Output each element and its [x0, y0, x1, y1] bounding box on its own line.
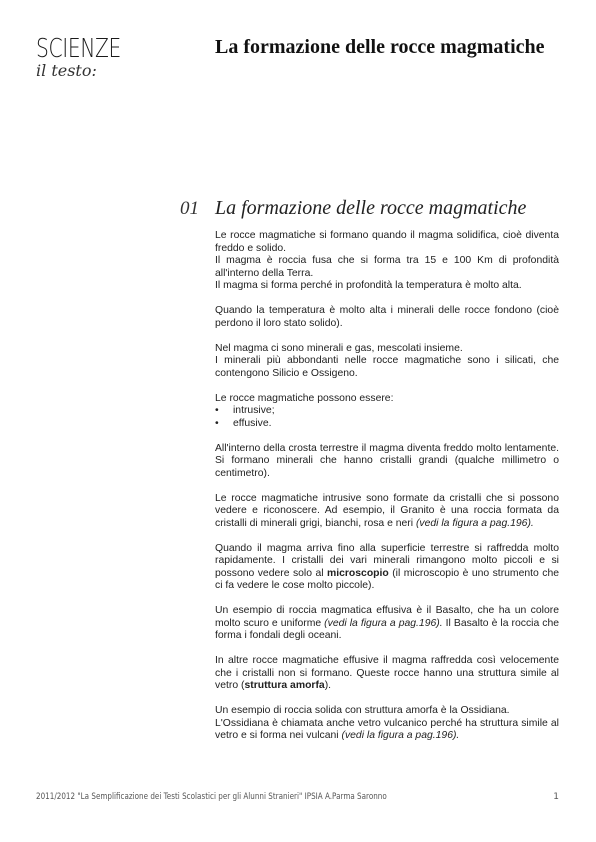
- text-line: Il magma è roccia fusa che si forma tra 15 e 100 Km di profondità all'interno della Terra.: [215, 255, 559, 279]
- list-item-text: intrusive;: [233, 405, 275, 416]
- body-text: [215, 230, 559, 743]
- footer-text: 2011/2012 "La Semplificazione dei Testi Scolastici per gli Alunni Stranieri" IPSIA A.Parma Saronno: [36, 792, 387, 802]
- text-line: Il magma si forma perché in profondità la temperatura è molto alta.: [215, 280, 522, 291]
- list-item: [215, 418, 559, 431]
- bold-term: struttura amorfa: [244, 680, 325, 691]
- paragraph: [215, 543, 559, 593]
- subject-label: SCIENZE: [36, 34, 121, 64]
- list-intro: Le rocce magmatiche possono essere:: [215, 392, 394, 404]
- list-item-text: effusive.: [233, 417, 272, 429]
- figure-reference: (vedi la figura a pag.196).: [415, 517, 534, 529]
- paragraph-text: ).: [324, 680, 332, 691]
- paragraph: All'interno della crosta terrestre il magma diventa freddo molto lentamente. Si formano minerali che hanno cristalli grandi (qualche millimetro o centimetro).: [215, 442, 559, 479]
- paragraph: [215, 493, 559, 531]
- text-line: Nel magma ci sono minerali e gas, mescolati insieme.: [215, 342, 463, 354]
- list-item: [215, 405, 559, 418]
- paragraph: [215, 230, 559, 293]
- footer: [36, 792, 559, 802]
- section-title: La formazione delle rocce magmatiche: [215, 197, 527, 219]
- bullet-list: [215, 405, 559, 430]
- bullet-icon: •: [215, 405, 219, 416]
- bullet-icon: •: [215, 417, 219, 429]
- text-line: Un esempio di roccia solida con struttura amorfa è la Ossidiana.: [215, 705, 510, 716]
- paragraph-text: L'Ossidiana è chiamata anche vetro vulcanico perché ha struttura simile al vetro e si forma nei vulcani: [215, 717, 559, 741]
- bold-term: microscopio: [326, 567, 389, 579]
- paragraph-text: Il Basalto è la roccia che forma i fondali degli oceani.: [215, 617, 560, 641]
- text-line: Le rocce magmatiche si formano quando il magma solidifica, cioè diventa freddo e solido.: [215, 230, 559, 254]
- page-number: 1: [553, 792, 559, 802]
- paragraph: Quando la temperatura è molto alta i minerali delle rocce fondono (cioè perdono il loro stato solido).: [215, 305, 559, 329]
- figure-reference: (vedi la figura a pag.196).: [324, 617, 443, 629]
- paragraph: [215, 605, 559, 643]
- paragraph: [215, 655, 559, 693]
- paragraph: [215, 705, 559, 743]
- figure-reference: (vedi la figura a pag.196).: [341, 730, 460, 741]
- paragraph-text: Un esempio di roccia magmatica effusiva è il Basalto, che ha un colore molto scuro e uniforme: [215, 605, 559, 629]
- paragraph-text: In altre rocce magmatiche effusive il magma raffredda così velocemente che i cristalli non si formano. Queste rocce hanno una struttura simile al vetro (: [215, 655, 559, 691]
- subject-subtitle: il testo:: [36, 61, 97, 80]
- section-number: 01: [180, 198, 199, 219]
- paragraph-text: Quando il magma arriva fino alla superficie terrestre si raffredda molto rapidamente. I cristalli dei vari minerali rimangono molto piccoli e si possono vedere solo al: [215, 542, 559, 579]
- paragraph-text: Le rocce magmatiche intrusive sono formate da cristalli che si possono vedere e riconoscere. Ad esempio, il Granito è una roccia formata da cristalli di minerali grigi, bianchi, rosa e neri: [215, 492, 559, 529]
- text-line: I minerali più abbondanti nelle rocce magmatiche sono i silicati, che contengono Silicio e Ossigeno.: [215, 355, 559, 379]
- paragraph-text: (il microscopio è uno strumento che ci fa vedere le cose molto piccole).: [215, 567, 560, 591]
- page-title: La formazione delle rocce magmatiche: [215, 36, 545, 58]
- paragraph: [215, 343, 559, 381]
